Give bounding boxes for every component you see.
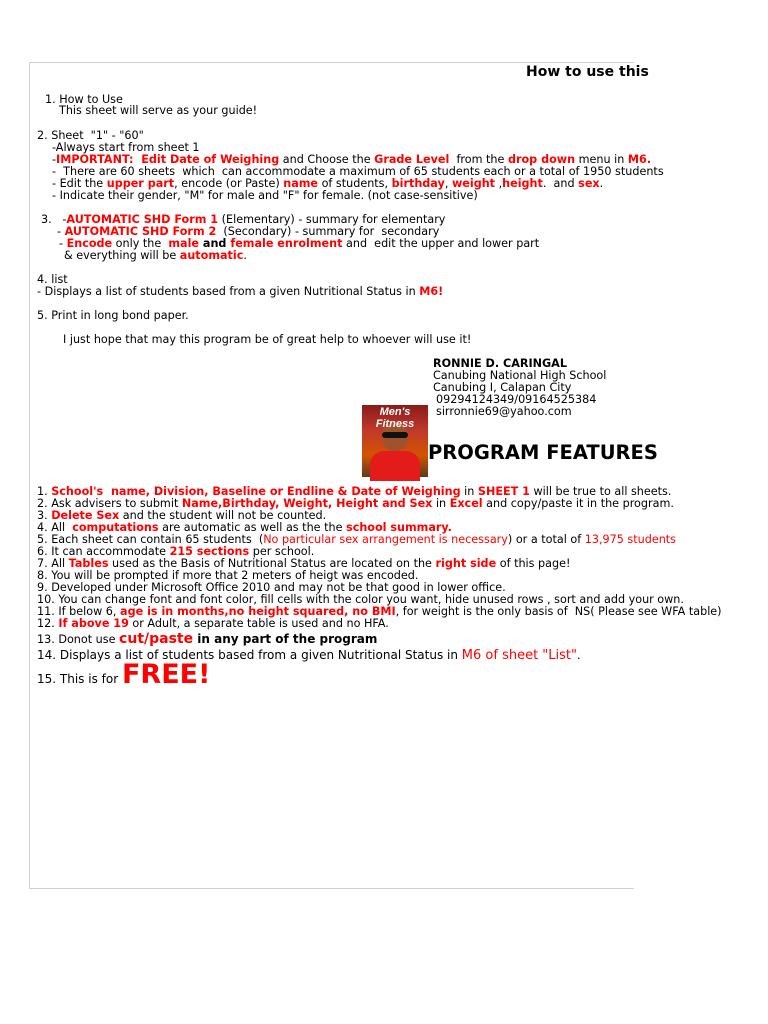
feature-6: 6. It can accommodate 215 sections per school. <box>37 545 315 558</box>
feature-10: 10. You can change font and font color, fill cells with the color you want, hide unused rows , sort and add your own. <box>37 593 684 606</box>
section-2-heading: 2. Sheet "1" - "60" <box>37 129 144 142</box>
section-3-line-2: - AUTOMATIC SHD Form 2 (Secondary) - summary for secondary <box>57 225 440 238</box>
feature-1: 1. School's name, Division, Baseline or Endline & Date of Weighing in SHEET 1 will be true to all sheets. <box>37 485 672 498</box>
feature-15: 15. This is for FREE! <box>37 659 211 690</box>
page-title: How to use this <box>526 64 649 80</box>
feature-7: 7. All Tables used as the Basis of Nutritional Status are located on the right side of this page! <box>37 557 571 570</box>
section-4-heading: 4. list <box>37 273 68 286</box>
feature-12: 12. If above 19 or Adult, a separate table is used and no HFA. <box>37 617 389 630</box>
author-name: RONNIE D. CARINGAL <box>433 357 567 370</box>
section-2-line-3: - There are 60 sheets which can accommodate a maximum of 65 students each or a total of 1950 students <box>52 165 664 178</box>
section-3-line-1: 3. -AUTOMATIC SHD Form 1 (Elementary) - summary for elementary <box>41 213 446 226</box>
feature-4: 4. All computations are automatic as well as the the school summary. <box>37 521 452 534</box>
closing-note: I just hope that may this program be of great help to whoever will use it! <box>63 333 472 346</box>
author-school: Canubing National High School <box>433 369 607 382</box>
section-2-line-5: - Indicate their gender, "M" for male and "F" for female. (not case-sensitive) <box>52 189 478 202</box>
feature-14: 14. Displays a list of students based from a given Nutritional Status in M6 of sheet "List". <box>37 648 581 663</box>
section-3-line-3: - Encode only the male and female enrolment and edit the upper and lower part <box>59 237 540 250</box>
section-2-line-2: -IMPORTANT: Edit Date of Weighing and Choose the Grade Level from the drop down menu in M6. <box>52 153 652 166</box>
section-2-line-1: -Always start from sheet 1 <box>52 141 200 154</box>
section-1-heading: 1. How to Use <box>45 93 123 106</box>
features-title: PROGRAM FEATURES <box>428 441 658 464</box>
feature-2: 2. Ask advisers to submit Name,Birthday, Weight, Height and Sex in Excel and copy/paste it in the program. <box>37 497 674 510</box>
spreadsheet-sheet <box>29 62 722 889</box>
feature-3: 3. Delete Sex and the student will not be counted. <box>37 509 327 522</box>
section-3-line-4: & everything will be automatic. <box>64 249 247 262</box>
magazine-logo: Men's Fitness <box>375 406 415 430</box>
feature-11: 11. If below 6, age is in months,no height squared, no BMI, for weight is the only basis of NS( Please see WFA table) <box>37 605 722 618</box>
free-label: FREE! <box>121 659 211 690</box>
author-address: Canubing I, Calapan City <box>433 381 572 394</box>
section-2-line-4: - Edit the upper part, encode (or Paste) name of students, birthday, weight ,height. and sex. <box>52 177 604 190</box>
author-photo <box>362 405 428 477</box>
section-5-text: 5. Print in long bond paper. <box>37 309 189 322</box>
author-phone: 09294124349/09164525384 <box>436 393 597 406</box>
feature-13: 13. Donot use cut/paste in any part of the program <box>37 631 378 647</box>
author-email: sirronnie69@yahoo.com <box>436 405 572 418</box>
feature-9: 9. Developed under Microsoft Office 2010 and may not be that good in lower office. <box>37 581 506 594</box>
feature-8: 8. You will be prompted if more that 2 meters of heigt was encoded. <box>37 569 419 582</box>
feature-5: 5. Each sheet can contain 65 students (No particular sex arrangement is necessary) or a total of 13,975 students <box>37 533 677 546</box>
section-4-line-1: - Displays a list of students based from a given Nutritional Status in M6! <box>37 285 444 298</box>
section-1-text: This sheet will serve as your guide! <box>59 104 258 117</box>
